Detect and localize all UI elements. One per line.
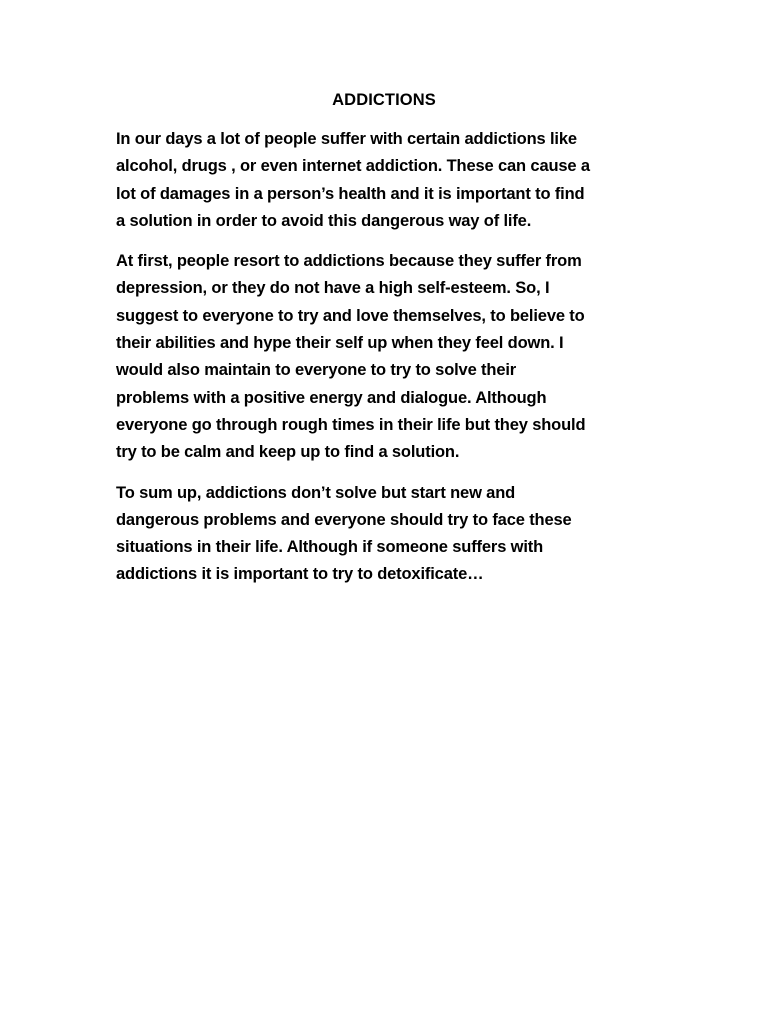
text-line: their abilities and hype their self up when they feel down. I — [116, 334, 564, 353]
text-line: would also maintain to everyone to try to solve their — [116, 361, 517, 380]
text-line: lot of damages in a person’s health and it is important to find — [116, 184, 585, 203]
text-line: depression, or they do not have a high self-esteem. So, I — [116, 279, 550, 298]
text-line: To sum up, addictions don’t solve but start new and — [116, 483, 516, 502]
text-line: dangerous problems and everyone should try to face these — [116, 510, 572, 529]
document-title: ADDICTIONS — [332, 91, 436, 109]
text-line: everyone go through rough times in their life but they should — [116, 415, 586, 434]
text-line: try to be calm and keep up to find a solution. — [116, 443, 460, 462]
text-line: In our days a lot of people suffer with certain addictions like — [116, 130, 577, 148]
text-line: At first, people resort to addictions because they suffer from — [116, 252, 582, 271]
paragraph-intro — [116, 126, 656, 235]
text-line: alcohol, drugs , or even internet addiction. These can cause a — [116, 157, 590, 176]
text-line: a solution in order to avoid this dangerous way of life. — [116, 211, 532, 230]
text-line: situations in their life. Although if someone suffers with — [116, 538, 544, 557]
document-body — [116, 126, 656, 602]
paragraph-conclusion — [116, 480, 656, 589]
paragraph-body — [116, 248, 656, 466]
text-line: suggest to everyone to try and love themselves, to believe to — [116, 306, 585, 325]
text-line: problems with a positive energy and dialogue. Although — [116, 388, 547, 407]
text-line: addictions it is important to try to detoxificate… — [116, 565, 484, 584]
